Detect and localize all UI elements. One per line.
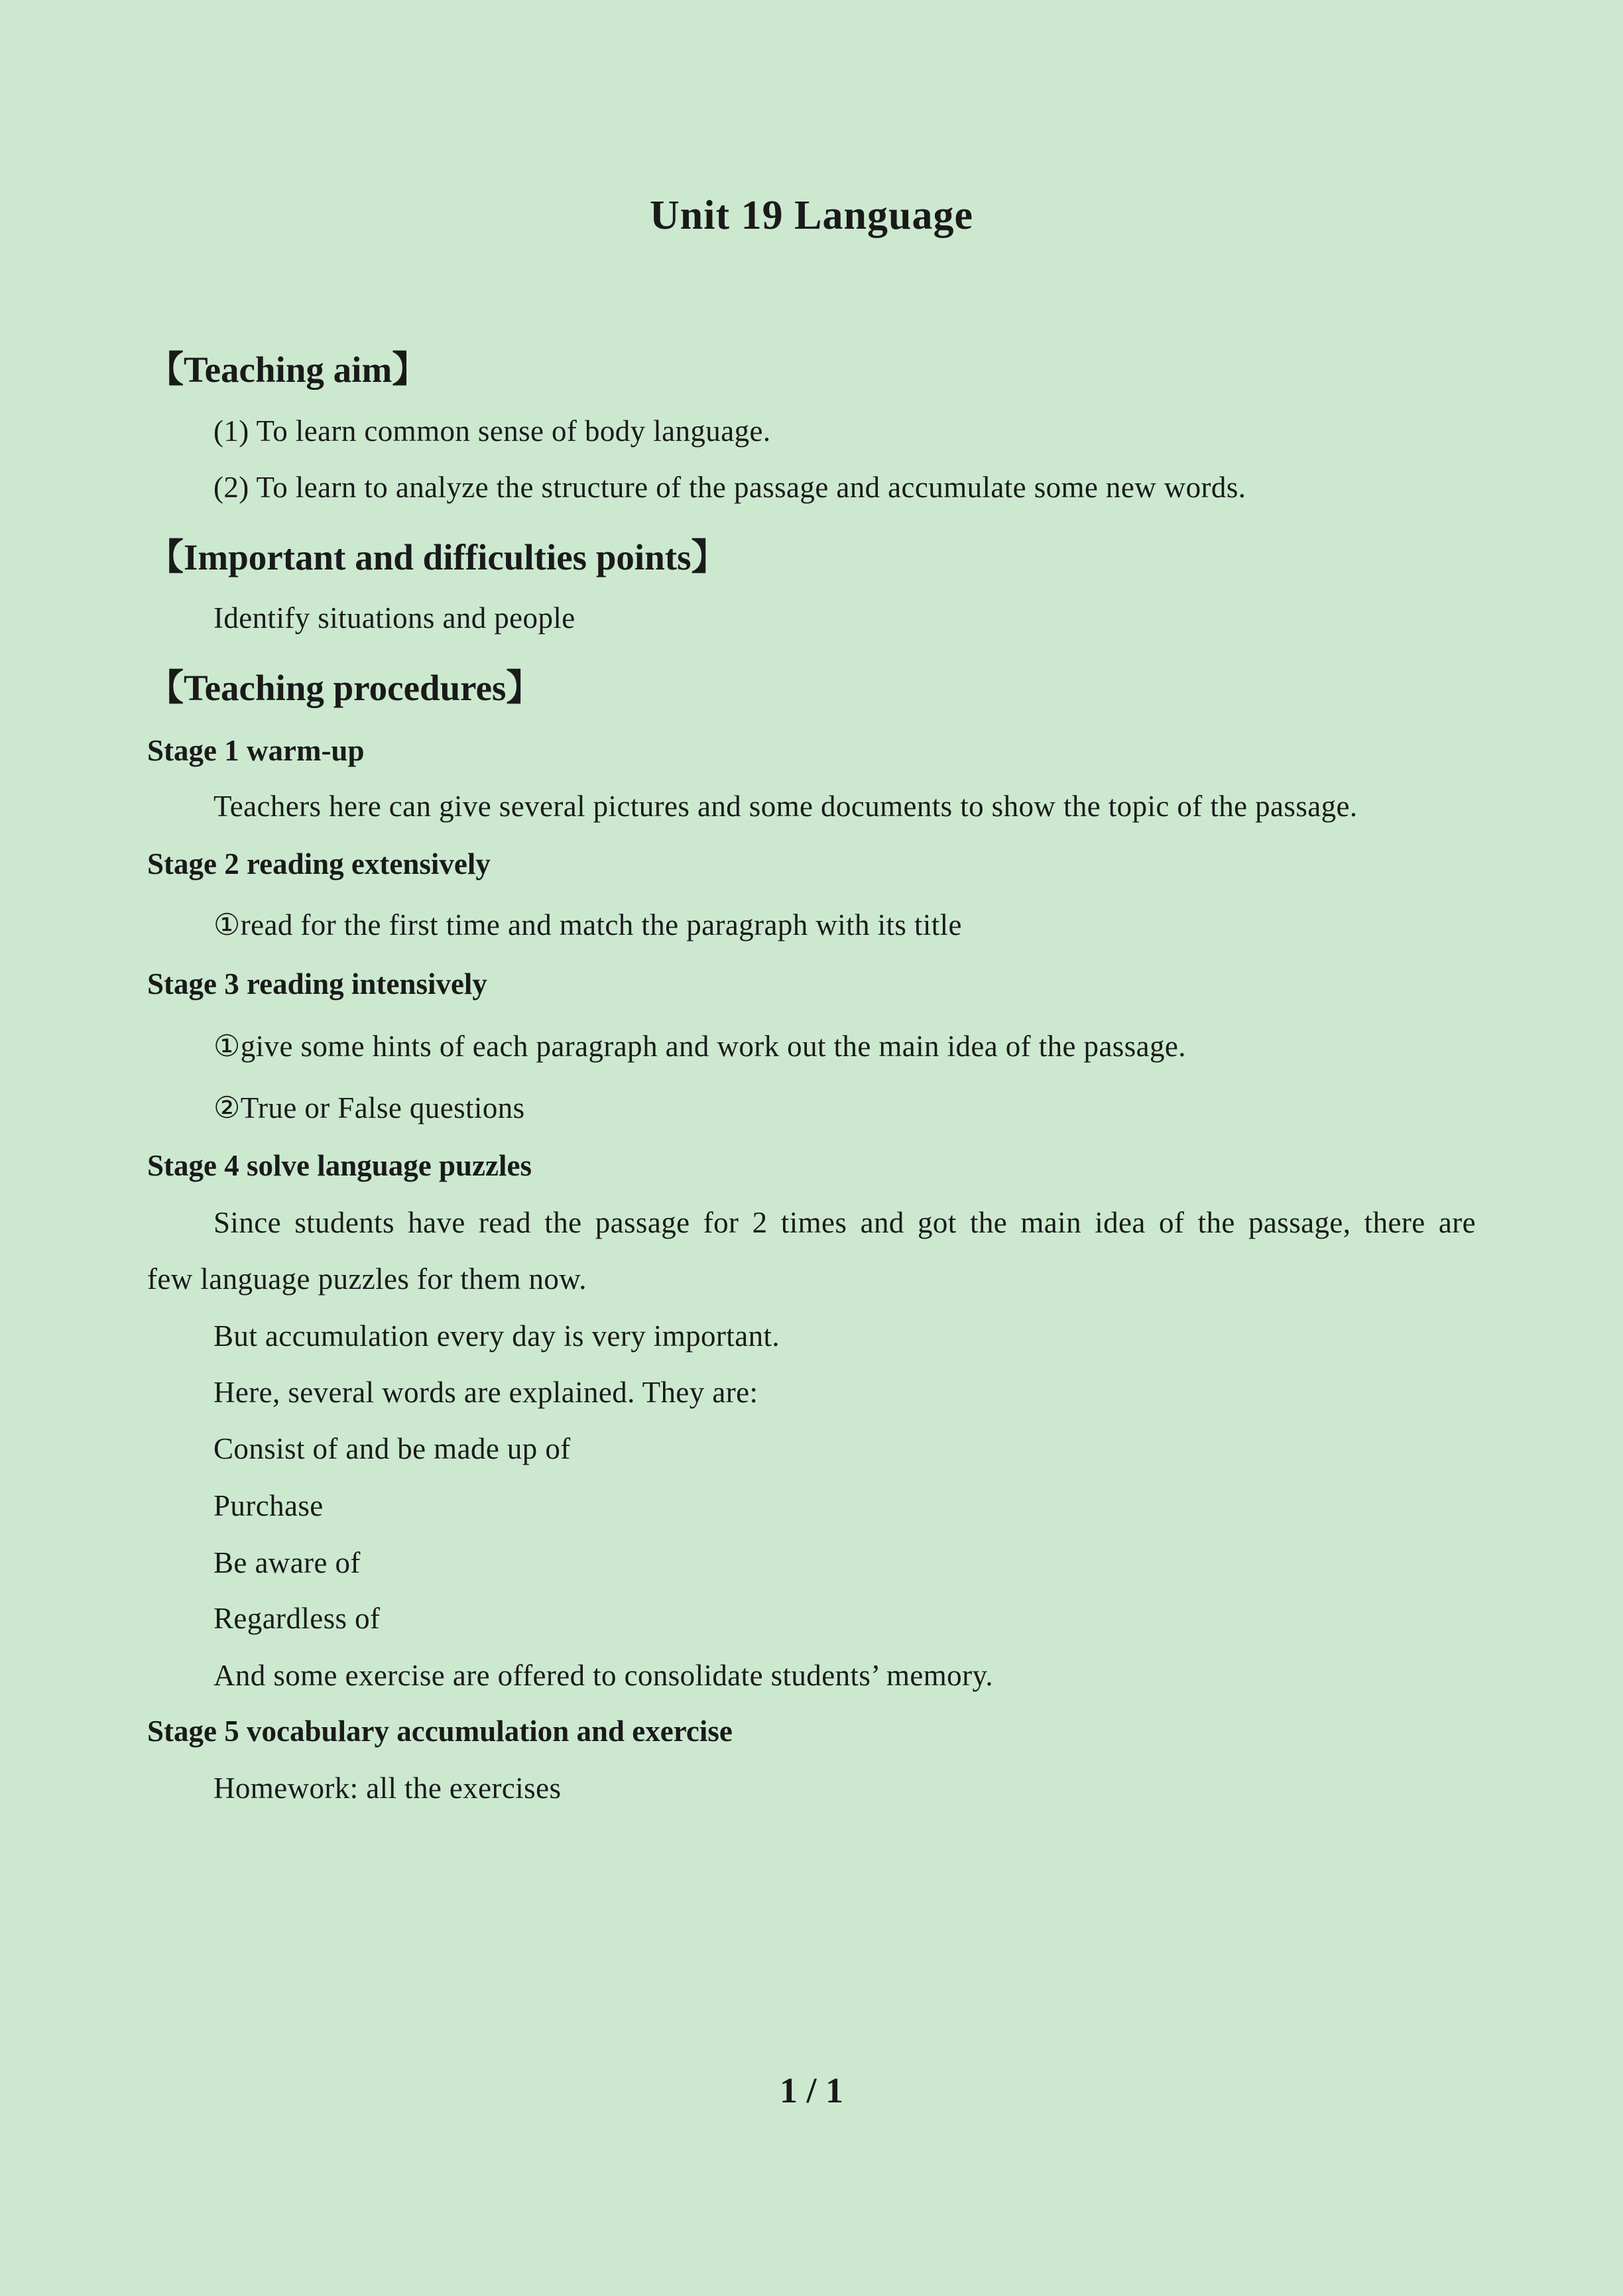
stage-3-item-2: ②True or False questions <box>213 1091 525 1124</box>
stage-4-line-5: Be aware of <box>213 1546 361 1579</box>
stage-1-title: Stage 1 warm-up <box>147 734 365 767</box>
teaching-aim-heading: 【Teaching aim】 <box>147 349 429 390</box>
stage-5-text: Homework: all the exercises <box>213 1772 562 1805</box>
stage-4-line-7: And some exercise are offered to consolidate students’ memory. <box>213 1659 994 1692</box>
stage-1-text: Teachers here can give several pictures and some documents to show the topic of the passage. <box>213 790 1358 823</box>
stage-2-text: ①read for the first time and match the paragraph with its title <box>213 908 962 941</box>
stage-4-paragraph-line-2: few language puzzles for them now. <box>147 1262 587 1296</box>
stage-2-title: Stage 2 reading extensively <box>147 847 491 880</box>
stage-4-paragraph-line-1: Since students have read the passage for 2 times and got the main idea of the passage, there are <box>213 1206 1476 1239</box>
important-points-heading: 【Important and difficulties points】 <box>147 537 728 577</box>
page-title: Unit 19 Language <box>650 193 973 238</box>
stage-4-line-6: Regardless of <box>213 1602 381 1635</box>
stage-4-title: Stage 4 solve language puzzles <box>147 1149 532 1182</box>
stage-3-title: Stage 3 reading intensively <box>147 967 487 1000</box>
stage-4-line-1: But accumulation every day is very important. <box>213 1319 780 1353</box>
important-points-text: Identify situations and people <box>213 601 575 634</box>
stage-5-title: Stage 5 vocabulary accumulation and exercise <box>147 1715 733 1748</box>
teaching-aim-item-1: (1) To learn common sense of body language. <box>213 414 771 448</box>
stage-4-line-3: Consist of and be made up of <box>213 1432 571 1465</box>
page-number: 1 / 1 <box>779 2071 843 2110</box>
stage-4-line-4: Purchase <box>213 1489 324 1522</box>
stage-4-line-2: Here, several words are explained. They are: <box>213 1376 758 1409</box>
teaching-aim-item-2: (2) To learn to analyze the structure of the passage and accumulate some new words. <box>213 471 1246 504</box>
teaching-procedures-heading: 【Teaching procedures】 <box>147 668 543 708</box>
stage-3-item-1: ①give some hints of each paragraph and work out the main idea of the passage. <box>213 1030 1186 1063</box>
